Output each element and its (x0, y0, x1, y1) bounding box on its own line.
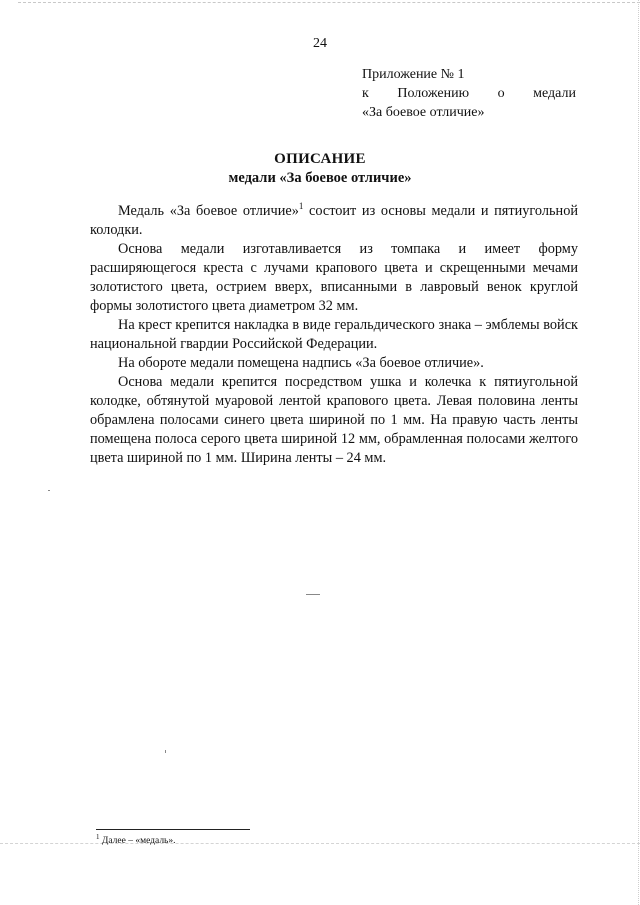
title-subheading: медали «За боевое отличие» (228, 170, 412, 186)
scan-speck (48, 490, 50, 491)
appendix-word: Положению (397, 86, 470, 101)
appendix-word: о (497, 86, 505, 101)
footnote-separator (96, 829, 250, 830)
scan-edge-top (18, 2, 640, 3)
appendix-word: к (362, 86, 369, 101)
scan-edge-right (638, 0, 639, 905)
paragraph-5: Основа медали крепится посредством ушка и колечка к пятиугольной колодке, обтянутой муаровой лентой крапового цвета. Левая половина ленты обрамлена полосами синего цвета шириной по 1 мм. На правую часть ленты помещена полоса серого цвета шириной 12 мм, обрамленная полосами желтого цвета шириной по 1 мм. Ширина ленты – 24 мм. (90, 374, 578, 466)
footnote-mark: 1 (96, 832, 100, 841)
footnote-ref: 1 (298, 201, 304, 212)
scan-speck (306, 594, 320, 595)
paragraph-4: На обороте медали помещена надпись «За боевое отличие». (118, 355, 484, 371)
appendix-line-3: «За боевое отличие» (362, 105, 485, 120)
appendix-header (362, 65, 576, 122)
footnote (96, 832, 176, 846)
title-heading: ОПИСАНИЕ (274, 151, 366, 167)
appendix-line-1: Приложение № 1 (362, 67, 465, 82)
paragraph-3: На крест крепится накладка в виде геральдического знака – эмблемы войск национальной гвардии Российской Федерации. (90, 317, 578, 352)
paragraph-1 (90, 202, 578, 240)
appendix-word: медали (533, 86, 576, 101)
document-title (0, 150, 640, 188)
scan-speck (165, 750, 166, 753)
paragraph-2: Основа медали изготавливается из томпака и имеет форму расширяющегося креста с лучами крапового цвета и скрещенными мечами золотистого цвета, острием вверх, вписанными в лавровый венок круглой формы золотистого цвета диаметром 32 мм. (90, 241, 578, 314)
body-text (90, 202, 578, 468)
paragraph-1-end: состоит из основы медали и пятиугольной колодки. (90, 203, 578, 238)
footnote-text: Далее – «медаль». (99, 836, 176, 846)
paragraph-1-start: Медаль «За боевое отличие» (118, 203, 299, 219)
appendix-line-2 (362, 84, 576, 103)
page-number: 24 (313, 36, 327, 51)
